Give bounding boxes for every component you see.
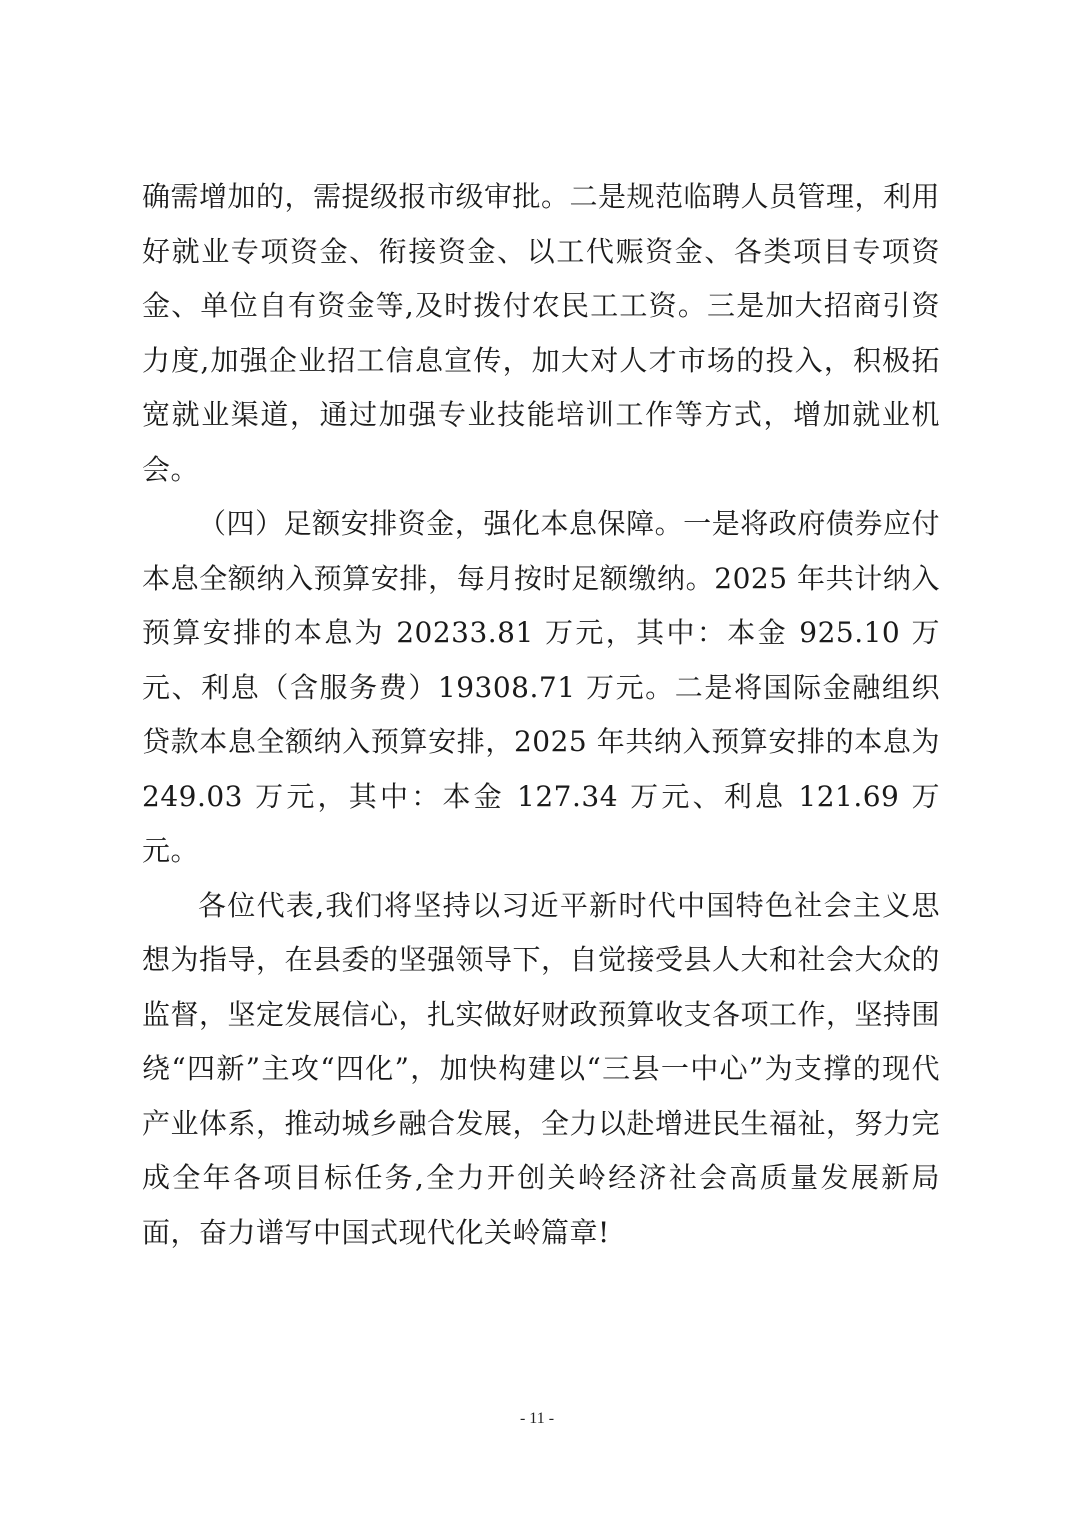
page-number: - 11 - <box>519 1410 555 1427</box>
paragraph-debt-funding <box>142 497 940 879</box>
paragraph-text: 各位代表,我们将坚持以习近平新时代中国特色社会主义思想为指导，在县委的坚强领导下，自觉接受县人大和社会大众的监督，坚定发展信心，扎实做好财政预算收支各项工作，坚持围绕“四新”主攻“四化”，加快构建以“三县一中心”为支撑的现代产业体系，推动城乡融合发展，全力以赴增进民生福祉，努力完成全年各项目标任务,全力开创关岭经济社会高质量发展新局面，奋力谱写中国式现代化关岭篇章! <box>142 888 941 1249</box>
paragraph-text: 确需增加的，需提级报市级审批。二是规范临聘人员管理，利用好就业专项资金、衔接资金、以工代赈资金、各类项目专项资金、单位自有资金等,及时拨付农民工工资。三是加大招商引资力度,加强企业招工信息宣传，加大对人才市场的投入，积极拓宽就业渠道，通过加强专业技能培训工作等方式，增加就业机会。 <box>142 180 941 486</box>
paragraph-employment <box>142 170 940 497</box>
paragraph-closing <box>142 879 940 1261</box>
document-body <box>142 170 940 1260</box>
section-heading-four: （四）足额安排资金，强化本息保障。 <box>198 507 684 540</box>
paragraph-text: 一是将政府债券应付本息全额纳入预算安排，每月按时足额缴纳。2025 年共计纳入预算安排的本息为 20233.81 万元，其中：本金 925.10 万元、利息（含服务费）19308.71 万元。二是将国际金融组织贷款本息全额纳入预算安排，2025 年共纳入预算安排的本息为 249.03 万元，其中：本金 127.34 万元、利息 121.69 万元。 <box>142 507 940 867</box>
